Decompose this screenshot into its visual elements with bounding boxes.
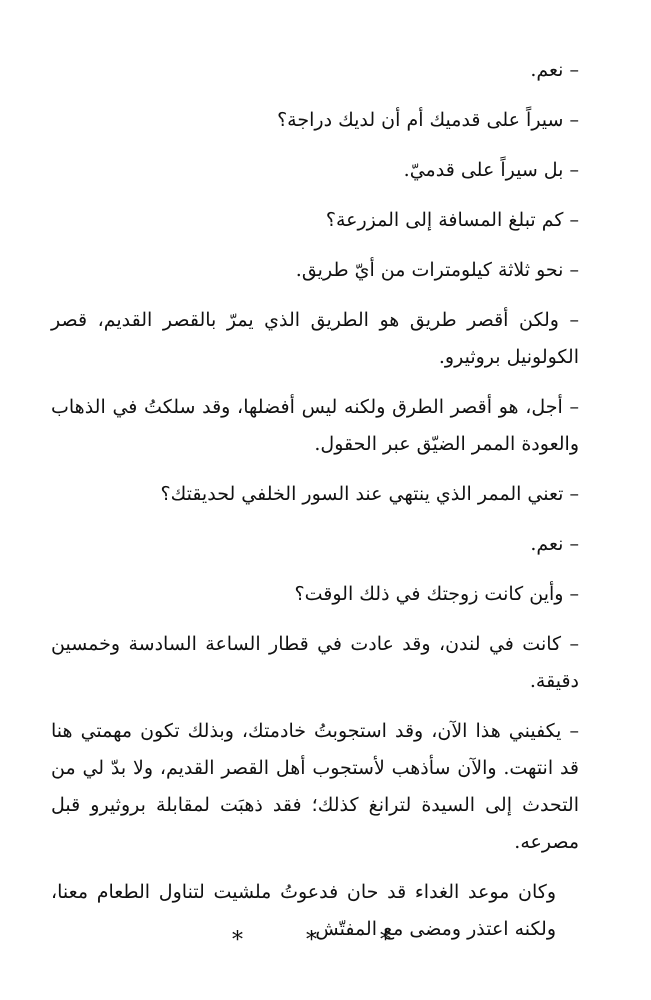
dialogue-line: – ولكن أقصر طريق هو الطريق الذي يمرّ بالقصر القديم، قصر الكولونيل بروثيرو. (51, 309, 579, 368)
dialogue-line: – يكفيني هذا الآن، وقد استجوبتُ خادمتك، وبذلك تكون مهمتي هنا قد انتهت. والآن سأذهب لأستجوب أهل القصر القديم، ولا بدّ لي من التحدث إلى السيدة لترانغ كذلك؛ فقد ذهبَت لمقابلة بروثيرو قبل مصرعه. (51, 720, 579, 853)
dialogue-line: – نحو ثلاثة كيلومترات من أيّ طريق. (295, 259, 579, 281)
section-separator: * * * (232, 928, 419, 953)
dialogue-line: – كانت في لندن، وقد عادت في قطار الساعة السادسة وخمسين دقيقة. (51, 633, 579, 692)
dialogue-line: – وأين كانت زوجتك في ذلك الوقت؟ (294, 583, 579, 605)
dialogue-line: – تعني الممر الذي ينتهي عند السور الخلفي لحديقتك؟ (160, 483, 579, 505)
dialogue-line: – أجل، هو أقصر الطرق ولكنه ليس أفضلها، وقد سلكتُ في الذهاب والعودة الممر الضيّق عبر الحقول. (51, 396, 579, 455)
narration-paragraph: وكان موعد الغداء قد حان فدعوتُ ملشيت لتناول الطعام معنا، ولكنه اعتذر ومضى مع المفتّش. (51, 881, 556, 940)
dialogue-line: – نعم. (530, 533, 579, 555)
dialogue-line: – بل سيراً على قدميّ. (403, 159, 579, 181)
page-body (51, 52, 601, 961)
dialogue-line: – نعم. (530, 59, 579, 81)
dialogue-line: – كم تبلغ المسافة إلى المزرعة؟ (325, 209, 579, 231)
dialogue-line: – سيراً على قدميك أم أن لديك دراجة؟ (277, 109, 579, 131)
